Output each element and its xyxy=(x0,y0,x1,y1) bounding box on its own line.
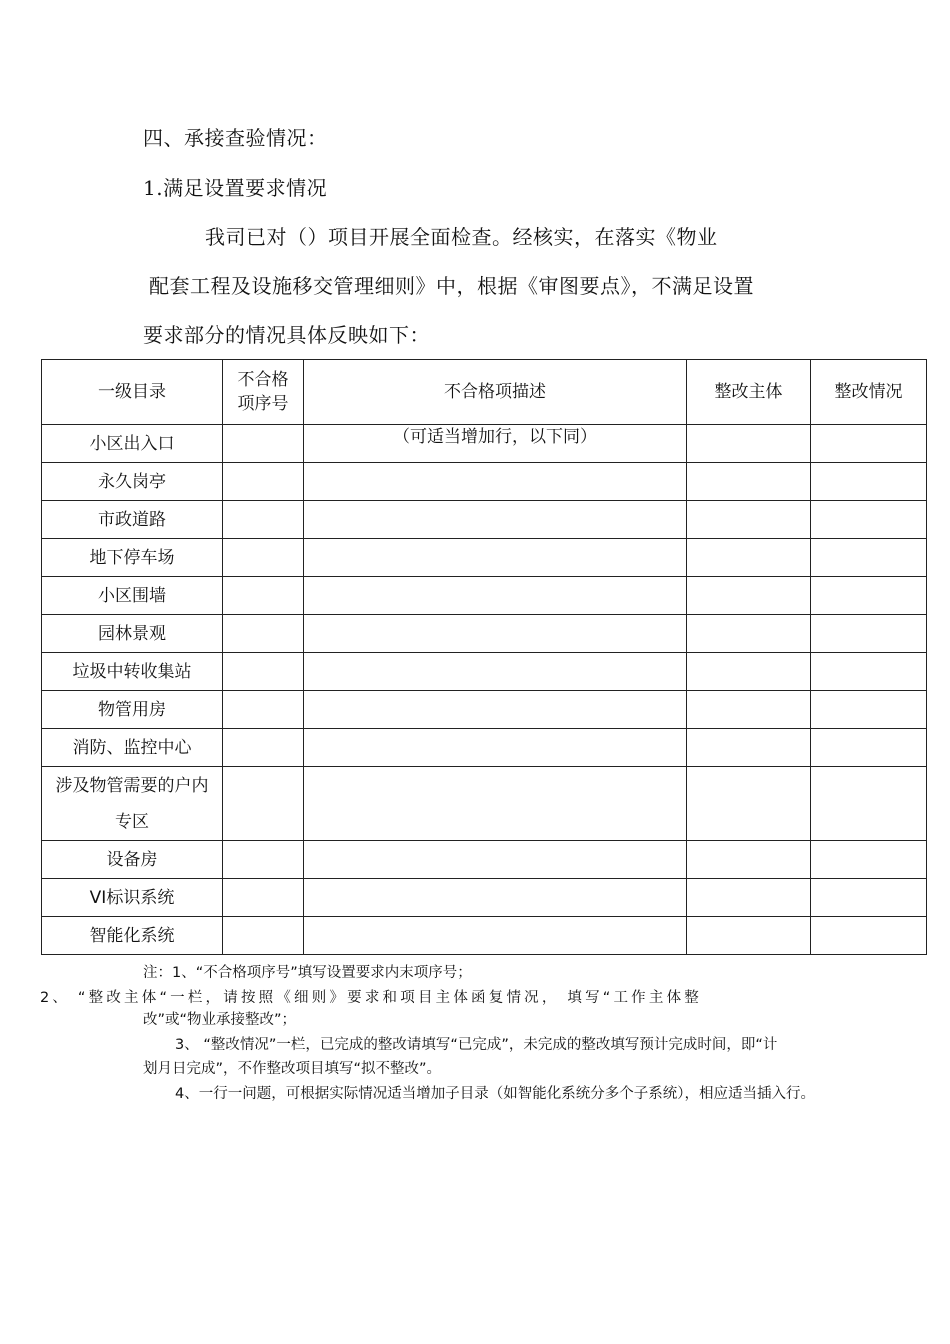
cell-status xyxy=(811,691,927,729)
cell-status xyxy=(811,577,927,615)
cell-desc xyxy=(304,879,687,917)
intro-line-1: 我司已对（）项目开展全面检查。经核实，在落实《物业 xyxy=(205,225,718,249)
table-row xyxy=(42,729,927,767)
cell-desc xyxy=(304,615,687,653)
note-2a: 2、 “整改主体“一栏，请按照《细则》要求和项目主体函复情况， 填写“工作主体整 xyxy=(40,990,702,1006)
cell-owner xyxy=(687,767,811,841)
cell-desc xyxy=(304,501,687,539)
cell-category: VI标识系统 xyxy=(42,879,223,917)
cell-category: 永久岗亭 xyxy=(42,463,223,501)
cell-seq xyxy=(223,501,304,539)
cell-desc xyxy=(304,729,687,767)
cell-status xyxy=(811,615,927,653)
cell-category: 小区出入口 xyxy=(42,425,223,463)
cell-owner xyxy=(687,615,811,653)
cell-seq xyxy=(223,729,304,767)
note-3a: 3、 “整改情况”一栏，已完成的整改请填写“已完成”，未完成的整改填写预计完成时间，即“计 xyxy=(175,1037,778,1053)
note-1: 注：1、“不合格项序号”填写设置要求内末项序号； xyxy=(143,965,472,981)
cell-status xyxy=(811,501,927,539)
note-2b: 改”或“物业承接整改”； xyxy=(143,1012,297,1028)
cell-owner xyxy=(687,879,811,917)
cell-category: 涉及物管需要的户内专区 xyxy=(42,767,223,841)
intro-line-2: 配套工程及设施移交管理细则》中，根据《审图要点》，不满足设置 xyxy=(149,274,754,298)
table-row xyxy=(42,841,927,879)
cell-category: 消防、监控中心 xyxy=(42,729,223,767)
cell-category: 物管用房 xyxy=(42,691,223,729)
subsection-title: 1.满足设置要求情况 xyxy=(143,176,328,200)
cell-status xyxy=(811,653,927,691)
cell-owner xyxy=(687,501,811,539)
table-row xyxy=(42,501,927,539)
cell-category: 垃圾中转收集站 xyxy=(42,653,223,691)
header-category: 一级目录 xyxy=(42,360,223,425)
table-row xyxy=(42,539,927,577)
intro-line-3: 要求部分的情况具体反映如下： xyxy=(143,323,430,347)
cell-category: 地下停车场 xyxy=(42,539,223,577)
cell-category: 智能化系统 xyxy=(42,917,223,955)
cell-seq xyxy=(223,463,304,501)
cell-owner xyxy=(687,653,811,691)
header-owner: 整改主体 xyxy=(687,360,811,425)
table-row xyxy=(42,917,927,955)
cell-desc: （可适当增加行，以下同） xyxy=(304,425,687,463)
cell-desc xyxy=(304,917,687,955)
cell-category: 园林景观 xyxy=(42,615,223,653)
cell-seq xyxy=(223,917,304,955)
table-row xyxy=(42,425,927,463)
cell-status xyxy=(811,539,927,577)
cell-status xyxy=(811,729,927,767)
cell-desc xyxy=(304,841,687,879)
cell-seq xyxy=(223,841,304,879)
cell-owner xyxy=(687,841,811,879)
table-row xyxy=(42,577,927,615)
cell-seq xyxy=(223,767,304,841)
cell-status xyxy=(811,879,927,917)
header-seq: 不合格项序号 xyxy=(223,360,304,425)
table-row xyxy=(42,767,927,841)
cell-seq xyxy=(223,425,304,463)
cell-desc xyxy=(304,539,687,577)
cell-category: 设备房 xyxy=(42,841,223,879)
cell-owner xyxy=(687,539,811,577)
cell-seq xyxy=(223,691,304,729)
cell-seq xyxy=(223,577,304,615)
cell-seq xyxy=(223,539,304,577)
cell-owner xyxy=(687,463,811,501)
cell-status xyxy=(811,425,927,463)
cell-seq xyxy=(223,879,304,917)
table-row xyxy=(42,879,927,917)
table-header-row xyxy=(42,360,927,425)
cell-status xyxy=(811,841,927,879)
cell-desc xyxy=(304,653,687,691)
cell-owner xyxy=(687,691,811,729)
note-3b: 划月日完成”，不作整改项目填写“拟不整改”。 xyxy=(143,1061,442,1077)
cell-desc xyxy=(304,767,687,841)
cell-owner xyxy=(687,577,811,615)
cell-seq xyxy=(223,615,304,653)
section-title: 四、承接查验情况： xyxy=(143,126,328,150)
cell-owner xyxy=(687,425,811,463)
header-desc: 不合格项描述 xyxy=(304,360,687,425)
note-4: 4、一行一问题，可根据实际情况适当增加子目录（如智能化系统分多个子系统），相应适当插入行。 xyxy=(175,1086,815,1102)
cell-desc xyxy=(304,691,687,729)
cell-status xyxy=(811,463,927,501)
cell-category: 市政道路 xyxy=(42,501,223,539)
cell-status xyxy=(811,917,927,955)
table-row xyxy=(42,615,927,653)
cell-desc xyxy=(304,577,687,615)
cell-owner xyxy=(687,917,811,955)
cell-status xyxy=(811,767,927,841)
cell-owner xyxy=(687,729,811,767)
table-row xyxy=(42,653,927,691)
cell-seq xyxy=(223,653,304,691)
table-row xyxy=(42,691,927,729)
header-status: 整改情况 xyxy=(811,360,927,425)
cell-desc xyxy=(304,463,687,501)
inspection-table xyxy=(41,359,927,955)
table-row xyxy=(42,463,927,501)
cell-category: 小区围墙 xyxy=(42,577,223,615)
